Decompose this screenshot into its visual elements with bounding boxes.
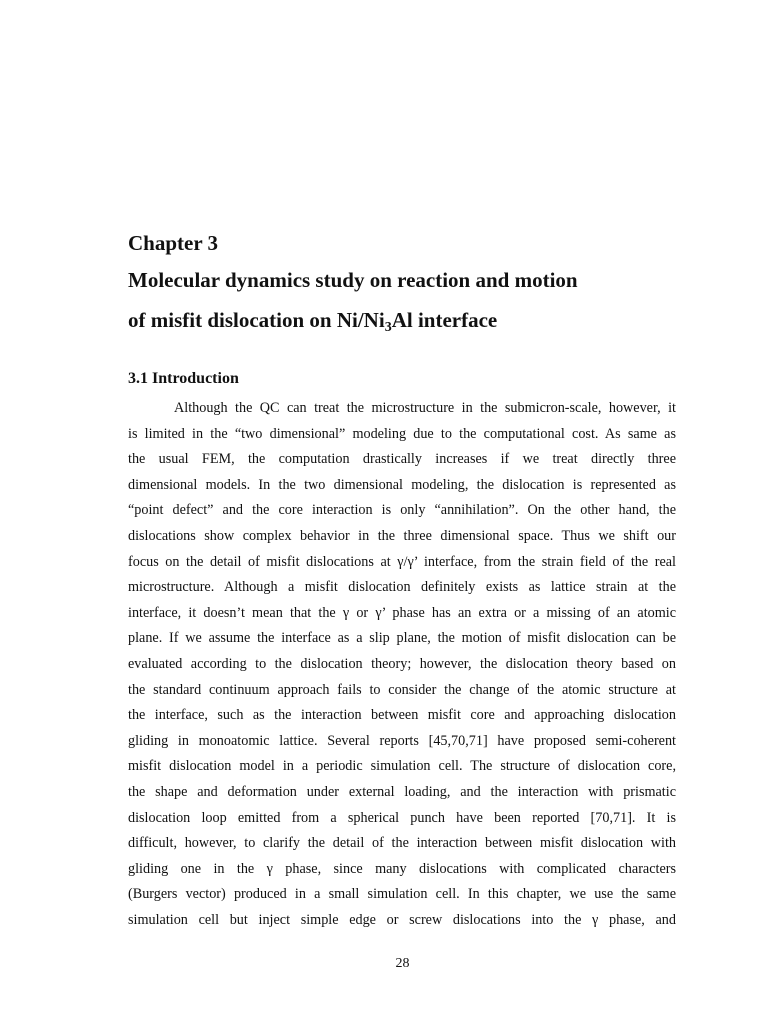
- chapter-title-line-2-start: of misfit dislocation on Ni/Ni: [128, 308, 385, 332]
- section-heading: 3.1 Introduction: [128, 370, 239, 387]
- body-line: gliding in monoatomic lattice. Several reports [45,70,71] have proposed semi-coherent: [128, 732, 676, 749]
- body-line: is limited in the “two dimensional” modeling due to the computational cost. As same as: [128, 425, 676, 442]
- body-line: “point defect” and the core interaction is only “annihilation”. On the other hand, the: [128, 502, 676, 519]
- body-line: focus on the detail of misfit dislocations at γ/γ’ interface, from the strain field of the real: [128, 553, 676, 570]
- body-line: the shape and deformation under external loading, and the interaction with prismatic: [128, 783, 676, 800]
- chapter-title-line-2: [128, 308, 497, 336]
- body-line: interface, it doesn’t mean that the γ or γ’ phase has an extra or a missing of an atomic: [128, 604, 676, 621]
- body-line: misfit dislocation model in a periodic simulation cell. The structure of dislocation core,: [128, 758, 676, 775]
- body-line: dislocations show complex behavior in the three dimensional space. Thus we shift our: [128, 527, 676, 544]
- chapter-title-subscript: 3: [384, 320, 392, 335]
- body-line: the standard continuum approach fails to consider the change of the atomic structure at: [128, 681, 676, 698]
- body-line: difficult, however, to clarify the detail of the interaction between misfit dislocation with: [128, 835, 676, 852]
- chapter-title-line-1: Molecular dynamics study on reaction and motion: [128, 268, 578, 292]
- body-line: evaluated according to the dislocation theory; however, the dislocation theory based on: [128, 655, 676, 672]
- chapter-title-line-2-end: Al interface: [391, 308, 498, 332]
- body-line: microstructure. Although a misfit dislocation definitely exists as lattice strain at the: [128, 579, 676, 596]
- page-number: 28: [395, 956, 410, 971]
- body-line: simulation cell but inject simple edge or screw dislocations into the γ phase, and: [128, 911, 676, 928]
- body-line: the interface, such as the interaction between misfit core and approaching dislocation: [128, 707, 676, 724]
- body-paragraph: [128, 396, 676, 933]
- body-line: dimensional models. In the two dimensional modeling, the dislocation is represented as: [128, 476, 676, 493]
- chapter-label: Chapter 3: [128, 231, 219, 255]
- body-line: plane. If we assume the interface as a slip plane, the motion of misfit dislocation can be: [128, 630, 676, 647]
- body-line: dislocation loop emitted from a spherical punch have been reported [70,71]. It is: [128, 809, 676, 826]
- body-line: Although the QC can treat the microstructure in the submicron-scale, however, it: [174, 400, 676, 416]
- body-line: the usual FEM, the computation drastically increases if we treat directly three: [128, 451, 676, 468]
- body-line: (Burgers vector) produced in a small simulation cell. In this chapter, we use the same: [128, 886, 676, 903]
- body-line: gliding one in the γ phase, since many dislocations with complicated characters: [128, 860, 676, 877]
